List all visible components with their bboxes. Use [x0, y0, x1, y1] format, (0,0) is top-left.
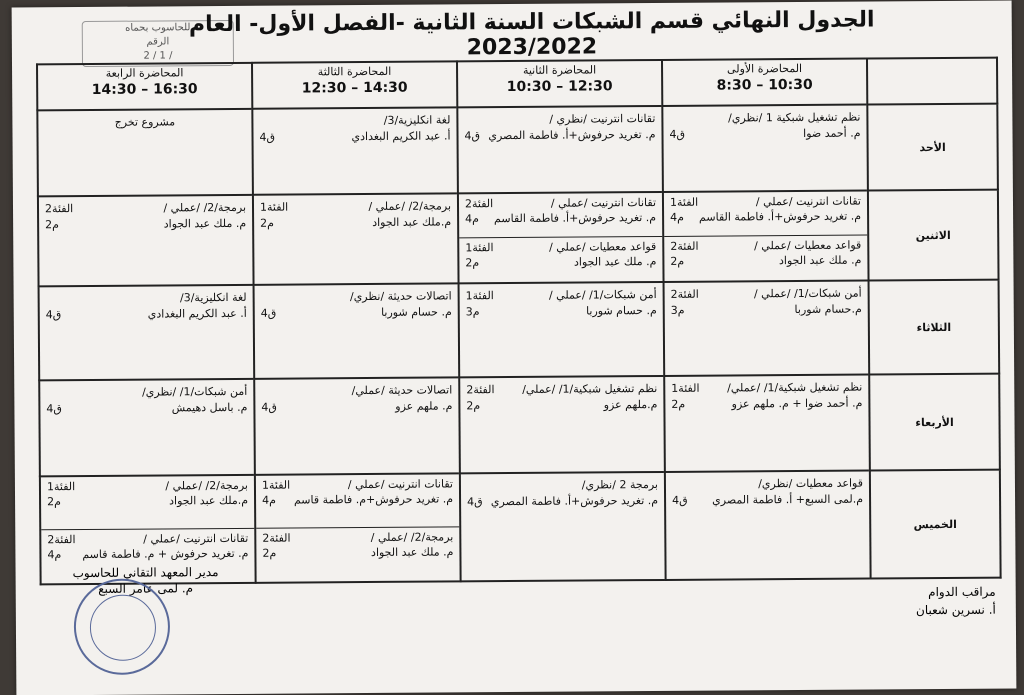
cell-mon-l2: تقانات انترنيت /عملي / الفئة2 م. تغريد حرفوش+أ. فاطمة القاسم م4 قواعد معطيات /عملي / الفئة1 م. ملك عبد الجواد م2	[458, 192, 664, 283]
header-l4: المحاضرة الرابعة 14:30 – 16:30	[37, 63, 252, 110]
row-tuesday	[39, 280, 1000, 381]
row-wednesday	[39, 374, 1000, 477]
row-sunday	[37, 104, 998, 197]
supervisor-signature: مراقب الدوام أ. نسرين شعبان	[915, 584, 996, 618]
schedule-table	[36, 57, 1002, 586]
day-tuesday: الثلاثاء	[869, 280, 1000, 375]
cell-thu-l2: برمجة 2 /نظري/ م. تغريد حرفوش+أ. فاطمة المصري ق4	[460, 472, 666, 581]
cell-thu-l3: تقانات انترنيت /عملي / الفئة1 م. تغريد حرفوش+م. فاطمة قاسم م4 برمجة/2/ /عملي / الفئة2 م. ملك عبد الجواد م2	[255, 473, 461, 582]
header-l2: المحاضرة الثانية 10:30 – 12:30	[457, 60, 662, 107]
cell-wed-l2: نظم تشغيل شبكية/1/ /عملي/ الفئة2 م.ملهم عزو م2	[459, 376, 665, 473]
schedule-paper	[12, 1, 1017, 695]
page-title: الجدول النهائي قسم الشبكات السنة الثانية -الفصل الأول- العام 2023/2022	[188, 7, 875, 61]
cell-sun-l4: مشروع تخرج	[37, 109, 253, 196]
top-stamp: للحاسوب بحماه الرقم / 1 / 2	[82, 20, 234, 67]
cell-wed-l3: اتصالات حديثة /عملي/ م. ملهم عزو ق4	[254, 377, 460, 474]
cell-wed-l1: نظم تشغيل شبكية/1/ /عملي/ الفئة1 م. أحمد ضوا + م. ملهم عزو م2	[664, 375, 870, 472]
row-monday	[38, 190, 999, 287]
official-seal	[74, 578, 171, 675]
cell-mon-l1: تقانات انترنيت /عملي / الفئة1 م. تغريد حرفوش+أ. فاطمة القاسم م4 قواعد معطيات /عملي / الفئة2 م. ملك عبد الجواد م2	[663, 191, 869, 282]
cell-mon-l4: برمجة/2/ /عملي / الفئة2 م. ملك عبد الجواد م2	[38, 195, 254, 286]
cell-tue-l2: أمن شبكات/1/ /عملي / الفئة1 م. حسام شوربا م3	[459, 282, 665, 377]
day-wednesday: الأربعاء	[869, 374, 1000, 471]
header-l3: المحاضرة الثالثة 12:30 – 14:30	[252, 61, 457, 108]
cell-wed-l4: أمن شبكات/1/ /نظري/ م. باسل دهيمش ق4	[39, 379, 255, 476]
day-monday: الاثنين	[868, 190, 999, 281]
day-sunday: الأحد	[867, 104, 998, 191]
cell-thu-l1: قواعد معطيات /نظري/ م.لمى السبع+ أ. فاطمة المصري ق4	[665, 471, 871, 580]
cell-tue-l4: لغة انكليزية/3/ أ. عبد الكريم البغدادي ق4	[39, 285, 255, 380]
cell-sun-l1: نظم تشغيل شبكية 1 /نظري/ م. أحمد ضوا ق4	[662, 105, 868, 192]
director-signature: مدير المعهد التقاني للحاسوب م. لمى عامر السبع	[72, 565, 219, 596]
corner-cell	[867, 58, 997, 105]
header-l1: المحاضرة الأولى 8:30 – 10:30	[662, 59, 867, 106]
cell-tue-l3: اتصالات حديثة /نظري/ م. حسام شوربا ق4	[254, 283, 460, 378]
cell-mon-l3: برمجة/2/ /عملي / الفئة1 م.ملك عبد الجواد م2	[253, 193, 459, 284]
cell-sun-l3: لغة انكليزية/3/ أ. عبد الكريم البغدادي ق4	[252, 107, 458, 194]
day-thursday: الخميس	[870, 470, 1001, 579]
cell-tue-l1: أمن شبكات/1/ /عملي / الفئة2 م.حسام شوربا م3	[664, 281, 870, 376]
header-row	[37, 58, 997, 111]
cell-thu-l4: برمجة/2/ /عملي / الفئة1 م.ملك عبد الجواد م2 تقانات انترنيت /عملي / الفئة2 م. تغريد حرفوش + م. فاطمة قاسم م4	[40, 475, 256, 584]
cell-sun-l2: تقانات انترنيت /نظري / م. تغريد حرفوش+أ. فاطمة المصري ق4	[457, 106, 663, 193]
